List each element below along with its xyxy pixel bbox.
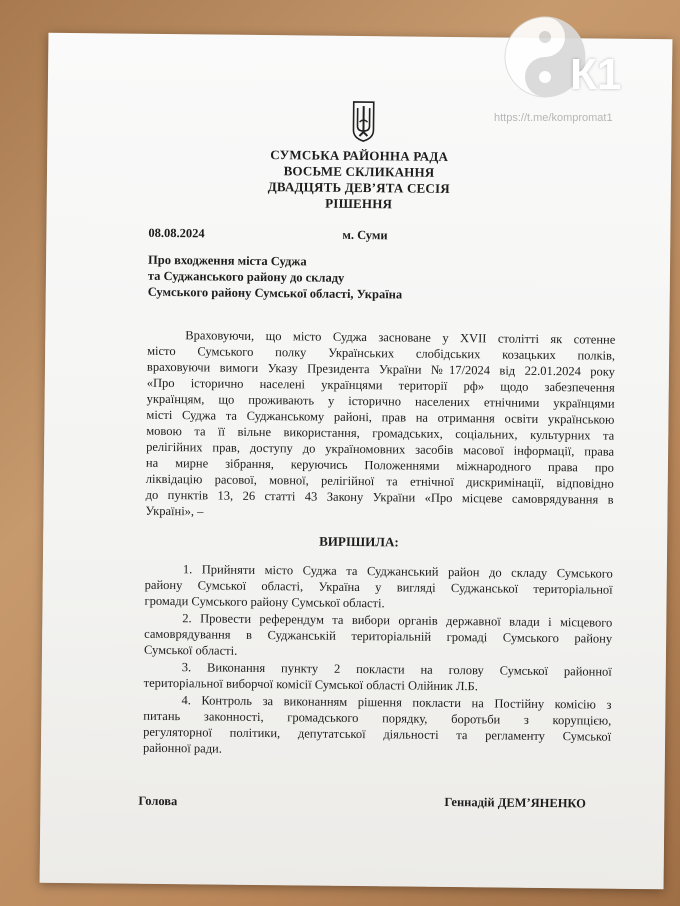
document-sheet [40,33,673,889]
subject-line: та Суджанського району до складу [147,268,345,285]
item-line: району Сумської області, Україна у вигляді Суджанської територіальної [144,577,613,597]
council-name: СУМСЬКА РАЙОННА РАДА [270,147,449,164]
preamble-line: Враховуючи, що місто Суджа засноване у XVII столітті як сотенне [185,328,616,347]
item-line: 1. Прийняти місто Суджа та Суджанський район до складу Сумського [182,562,613,581]
watermark-logo-text: К1 [570,50,622,99]
preamble-line: «Про історично населені українцями території рф» щодо забезпечення [146,375,615,395]
document-type: РІШЕННЯ [325,195,393,212]
session: ДВАДЦЯТЬ ДЕВ’ЯТА СЕСІЯ [267,179,450,196]
item-line: 2. Провести референдум та вибори органів державної влади і місцевого [182,611,613,630]
item-line: самоврядування в Суджанській територіальній громаді Сумського району [144,626,613,646]
item-line: громади Сумського району Сумської області. [144,593,385,611]
preamble-line: враховуючи вимоги Указу Президента України №17/2024 від 22.01.2024 року [146,359,616,379]
signature-title: Голова [138,793,178,809]
decision-place: м. Суми [342,227,388,243]
signature-name: Геннадій ДЕМ’ЯНЕНКО [444,794,587,811]
preamble-line: місто Сумського полку Українських слобідських козацьких полків, [147,343,616,363]
preamble-line: ліквідацію расової, мовної, релігійної та етнічної дискримінації, відповідно [145,471,614,491]
preamble-line: до пунктів 13, 26 статті 43 Закону України «Про місцеве самоврядування в [145,487,614,507]
preamble-line: українцям, що проживають у історично населених етнічними українцями [146,391,615,411]
item-line: районної ради. [142,740,222,756]
coat-of-arms-trident-icon [350,100,376,142]
watermark-url: https://t.me/kompromat1 [494,112,613,124]
preamble-line: Україні», – [145,503,204,519]
convocation: ВОСЬМЕ СКЛИКАННЯ [283,163,435,180]
preamble-line: мовою та її вільне використання, громадських, соціальних, культурних та [146,423,615,443]
item-line: Сумської області. [143,642,238,658]
preamble-line: місті Суджа та Суджанському районі, прав на отримання освіти українською [146,407,615,427]
subject-line: Про входження міста Суджа [148,252,307,269]
preamble-line: релігійних прав, доступу до україномовних засобів масової інформації, права [146,439,615,459]
preamble-line: на мирне зібрання, керуючись Положеннями міжнародного права про [145,455,615,475]
item-line: 3. Виконання пункту 2 покласти на голову Сумської районної [181,660,612,679]
decision-date: 08.08.2024 [148,225,205,241]
item-line: 4. Контроль за виконанням рішення покласти на Постійну комісію з [181,693,612,712]
subject-line: Сумського району Сумської області, Україна [147,284,403,302]
item-line: питань законності, громадського порядку, боротьби з корупцією, [143,708,612,728]
item-line: територіальної виборчої комісії Сумської області Олійник Л.Б. [143,675,478,694]
decided-heading: ВИРІШИЛА: [319,533,399,550]
item-line: регуляторної політики, депутатської діяльності та регламенту Сумської [143,724,612,744]
